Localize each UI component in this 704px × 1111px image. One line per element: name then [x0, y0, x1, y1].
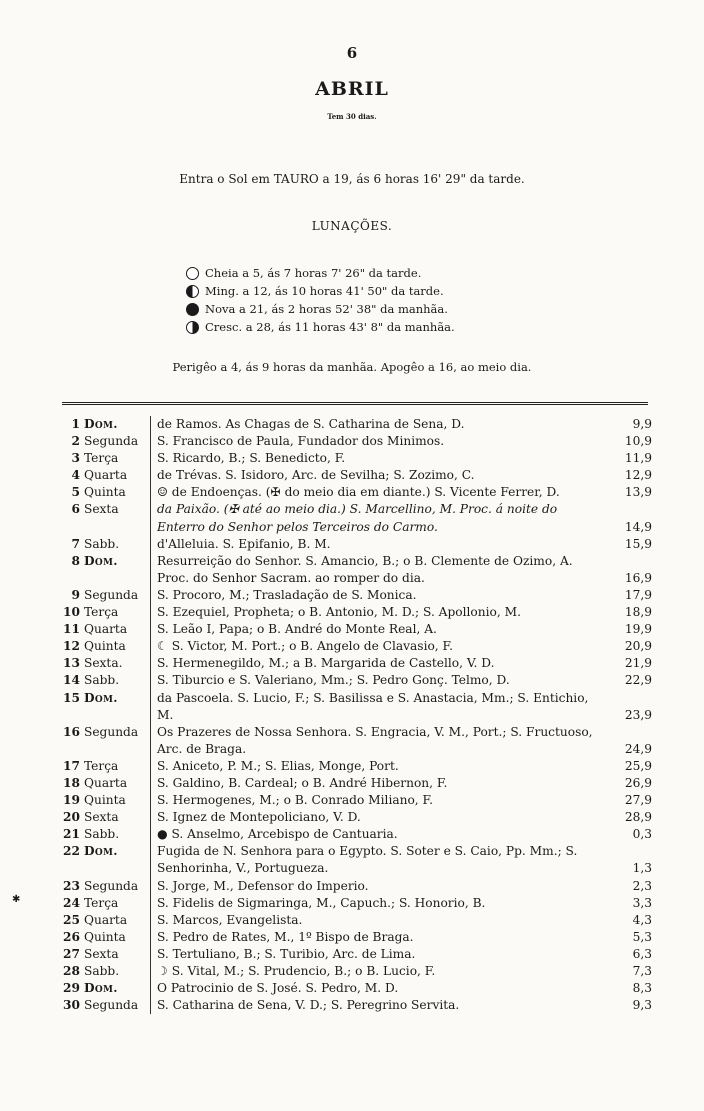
calendar-row [62, 501, 652, 535]
day-number: 20 [63, 810, 80, 825]
calendar-row [62, 690, 652, 724]
weekday: Quarta [84, 467, 151, 484]
day-number: 28 [63, 964, 80, 978]
calendar-row [62, 895, 652, 912]
weekday: Sabb. [84, 672, 151, 689]
calendar-row [62, 809, 652, 826]
weekday: Quinta [84, 929, 151, 946]
calendar-row [62, 638, 652, 655]
moon-age: 12,9 [624, 468, 652, 483]
feast-description: S. Ezequiel, Propheta; o B. Antonio, M. D.; S. Apollonio, M. [157, 605, 521, 620]
moon-age: 6,3 [632, 946, 652, 961]
day-number: 29 [63, 981, 80, 996]
day-number: 17 [63, 758, 80, 773]
day-number: 6 [71, 502, 80, 517]
day-number: 11 [63, 622, 80, 637]
day-number: 25 [63, 912, 80, 927]
weekday: Quinta [84, 484, 151, 501]
moon-age: 4,3 [632, 912, 652, 927]
lunation-full [186, 264, 455, 282]
day-number: 14 [63, 673, 80, 688]
feast-description: S. Catharina de Sena, V. D.; S. Peregrino Servita. [157, 998, 460, 1013]
moon-age: 17,9 [624, 587, 652, 602]
day-number: 2 [71, 434, 80, 449]
lunation-waxing [186, 318, 455, 336]
new-moon-icon [186, 303, 199, 316]
day-number: 3 [71, 451, 80, 466]
feast-description: ☺ de Endoenças. (✠ do meio dia em diante.) S. Vicente Ferrer, D. [157, 485, 560, 500]
weekday: Sexta. [84, 655, 151, 672]
moon-age: 22,9 [624, 673, 652, 688]
feast-description: S. Marcos, Evangelista. [157, 912, 303, 927]
feast-description: S. Jorge, M., Defensor do Imperio. [157, 878, 369, 893]
perigee-apogee: Perigêo a 4, ás 9 horas da manhãa. Apogêo a 16, ao meio dia. [172, 360, 532, 374]
weekday: Dom. [84, 843, 151, 877]
feast-description: Fugida de N. Senhora para o Egypto. S. Soter e S. Caio, Pp. Mm.; S. Senhorinha, V., Portugueza. [157, 844, 578, 876]
calendar-row [62, 621, 652, 638]
day-number: 27 [63, 946, 80, 961]
weekday: Segunda [84, 587, 151, 604]
feast-description: ☽ S. Vital, M.; S. Prudencio, B.; o B. Lucio, F. [157, 964, 436, 978]
feast-description: Resurreição do Senhor. S. Amancio, B.; o B. Clemente de Ozimo, A. Proc. do Senhor Sacram. ao romper do dia. [157, 553, 573, 585]
moon-age: 9,3 [632, 998, 652, 1013]
day-number: 1 [71, 417, 80, 431]
feast-description: S. Ignez de Montepoliciano, V. D. [157, 810, 361, 825]
weekday: Dom. [84, 690, 151, 724]
weekday: Terça [84, 895, 151, 912]
moon-age: 9,9 [632, 417, 652, 431]
lunations-heading: LUNAÇÕES. [311, 219, 393, 233]
day-number: 5 [71, 485, 80, 500]
weekday: Sabb. [84, 536, 151, 553]
feast-description: S. Galdino, B. Cardeal; o B. André Hibernon, F. [157, 775, 448, 790]
weekday: Dom. [84, 553, 151, 587]
moon-age: 27,9 [624, 793, 652, 808]
day-number: 23 [63, 878, 80, 893]
moon-age: 10,9 [624, 434, 652, 449]
calendar-row [62, 536, 652, 553]
weekday: Dom. [84, 416, 151, 433]
calendar-row [62, 912, 652, 929]
weekday: Sabb. [84, 826, 151, 843]
feast-description: Os Prazeres de Nossa Senhora. S. Engracia, V. M., Port.; S. Fructuoso, Arc. de Braga. [157, 724, 593, 756]
lunation-text: Cresc. a 28, ás 11 horas 43' 8" da manhãa. [205, 320, 455, 334]
weekday: Terça [84, 758, 151, 775]
moon-age: 8,3 [632, 981, 652, 996]
weekday: Terça [84, 450, 151, 467]
moon-age: 26,9 [624, 775, 652, 790]
calendar-row [62, 484, 652, 501]
feast-description: da Paixão. (✠ até ao meio dia.) S. Marcellino, M. Proc. á noite do Enterro do Senhor pelos Terceiros do Carmo. [157, 502, 558, 534]
lunation-new [186, 300, 455, 318]
weekday: Segunda [84, 433, 151, 450]
weekday: Terça [84, 604, 151, 621]
feast-description: S. Tertuliano, B.; S. Turibio, Arc. de Lima. [157, 946, 416, 961]
day-number: 12 [63, 639, 80, 654]
calendar-row [62, 878, 652, 895]
day-number: 22 [63, 844, 80, 859]
weekday: Segunda [84, 878, 151, 895]
moon-age: 21,9 [624, 656, 652, 671]
moon-age: 15,9 [624, 536, 652, 551]
feast-description: da Pascoela. S. Lucio, F.; S. Basilissa e S. Anastacia, Mm.; S. Entichio, M. [157, 690, 589, 722]
lunation-waning [186, 282, 455, 300]
full-moon-icon [186, 267, 199, 280]
day-number: 4 [71, 468, 80, 483]
calendar-row [62, 843, 652, 877]
day-number: 10 [63, 605, 80, 620]
day-number: 9 [71, 587, 80, 602]
weekday: Segunda [84, 724, 151, 758]
day-number: 19 [63, 793, 80, 808]
calendar-row [62, 672, 652, 689]
day-number: 30 [63, 998, 80, 1013]
divider [62, 402, 648, 405]
moon-age: 24,9 [624, 741, 652, 756]
weekday: Quarta [84, 621, 151, 638]
calendar-row [62, 775, 652, 792]
moon-age: 11,9 [624, 451, 652, 466]
calendar-row [62, 416, 652, 433]
moon-age: 14,9 [624, 519, 652, 534]
calendar-row [62, 826, 652, 843]
feast-description: ☾ S. Victor, M. Port.; o B. Angelo de Clavasio, F. [157, 639, 453, 654]
moon-age: 0,3 [632, 827, 652, 842]
weekday: Dom. [84, 980, 151, 997]
calendar-row [62, 655, 652, 672]
moon-age: 28,9 [624, 810, 652, 825]
calendar-table [62, 416, 652, 1014]
last-quarter-moon-icon [186, 285, 199, 298]
feast-description: S. Ricardo, B.; S. Benedicto, F. [157, 451, 346, 466]
day-number: 18 [63, 775, 80, 790]
page-number: 6 [346, 44, 358, 62]
calendar-row [62, 929, 652, 946]
first-quarter-moon-icon [186, 321, 199, 334]
weekday: Sexta [84, 946, 151, 963]
feast-description: S. Francisco de Paula, Fundador dos Minimos. [157, 434, 445, 449]
calendar-row [62, 792, 652, 809]
calendar-row [62, 587, 652, 604]
weekday: Segunda [84, 997, 151, 1014]
moon-age: 13,9 [624, 485, 652, 500]
calendar-row [62, 467, 652, 484]
feast-description: de Trévas. S. Isidoro, Arc. de Sevilha; S. Zozimo, C. [157, 468, 475, 483]
moon-age: 1,3 [632, 861, 652, 876]
weekday: Sexta [84, 501, 151, 535]
feast-description: ● S. Anselmo, Arcebispo de Cantuaria. [157, 827, 398, 842]
solar-entry: Entra o Sol em TAURO a 19, ás 6 horas 16' 29" da tarde. [179, 172, 525, 186]
calendar-row [62, 604, 652, 621]
moon-age: 20,9 [624, 639, 652, 654]
weekday: Sexta [84, 809, 151, 826]
feast-description: S. Tiburcio e S. Valeriano, Mm.; S. Pedro Gonç. Telmo, D. [157, 673, 510, 688]
calendar-row [62, 980, 652, 997]
feast-description: S. Pedro de Rates, M., 1º Bispo de Braga. [157, 929, 414, 944]
lunation-text: Nova a 21, ás 2 horas 52' 38" da manhãa. [205, 302, 448, 316]
moon-age: 23,9 [624, 707, 652, 722]
lunations-list [186, 264, 455, 336]
feast-description: d'Alleluia. S. Epifanio, B. M. [157, 536, 331, 551]
day-number: 26 [63, 929, 80, 944]
days-note: Tem 30 dias. [327, 112, 377, 121]
weekday: Quinta [84, 792, 151, 809]
moon-age: 19,9 [624, 622, 652, 637]
feast-description: S. Aniceto, P. M.; S. Elias, Monge, Port. [157, 758, 399, 773]
calendar-row [62, 963, 652, 980]
weekday: Quarta [84, 912, 151, 929]
calendar-row [62, 433, 652, 450]
feast-description: de Ramos. As Chagas de S. Catharina de Sena, D. [157, 417, 465, 431]
day-number: 16 [63, 724, 80, 739]
weekday: Quarta [84, 775, 151, 792]
moon-age: 7,3 [632, 964, 652, 978]
feast-description: O Patrocinio de S. José. S. Pedro, M. D. [157, 981, 399, 996]
moon-age: 3,3 [632, 895, 652, 910]
weekday: Sabb. [84, 963, 151, 980]
moon-age: 16,9 [624, 570, 652, 585]
weekday: Quinta [84, 638, 151, 655]
calendar-row [62, 946, 652, 963]
moon-age: 25,9 [624, 758, 652, 773]
feast-description: S. Hermenegildo, M.; a B. Margarida de Castello, V. D. [157, 656, 495, 671]
margin-mark: ✱ [12, 894, 21, 905]
calendar-row [62, 758, 652, 775]
calendar-row [62, 553, 652, 587]
moon-age: 5,3 [632, 929, 652, 944]
feast-description: S. Leão I, Papa; o B. André do Monte Real, A. [157, 622, 437, 637]
day-number: 15 [63, 690, 80, 705]
day-number: 7 [71, 536, 80, 551]
month-title: ABRIL [315, 78, 389, 100]
feast-description: S. Fidelis de Sigmaringa, M., Capuch.; S. Honorio, B. [157, 895, 486, 910]
calendar-row [62, 450, 652, 467]
day-number: 24 [63, 895, 80, 910]
calendar-row [62, 997, 652, 1014]
lunation-text: Ming. a 12, ás 10 horas 41' 50" da tarde. [205, 284, 444, 298]
feast-description: S. Hermogenes, M.; o B. Conrado Miliano, F. [157, 793, 433, 808]
moon-age: 2,3 [632, 878, 652, 893]
day-number: 21 [63, 827, 80, 842]
day-number: 13 [63, 656, 80, 671]
day-number: 8 [71, 553, 80, 568]
feast-description: S. Procoro, M.; Trasladação de S. Monica. [157, 587, 417, 602]
lunation-text: Cheia a 5, ás 7 horas 7' 26" da tarde. [205, 266, 422, 280]
moon-age: 18,9 [624, 605, 652, 620]
calendar-row [62, 724, 652, 758]
